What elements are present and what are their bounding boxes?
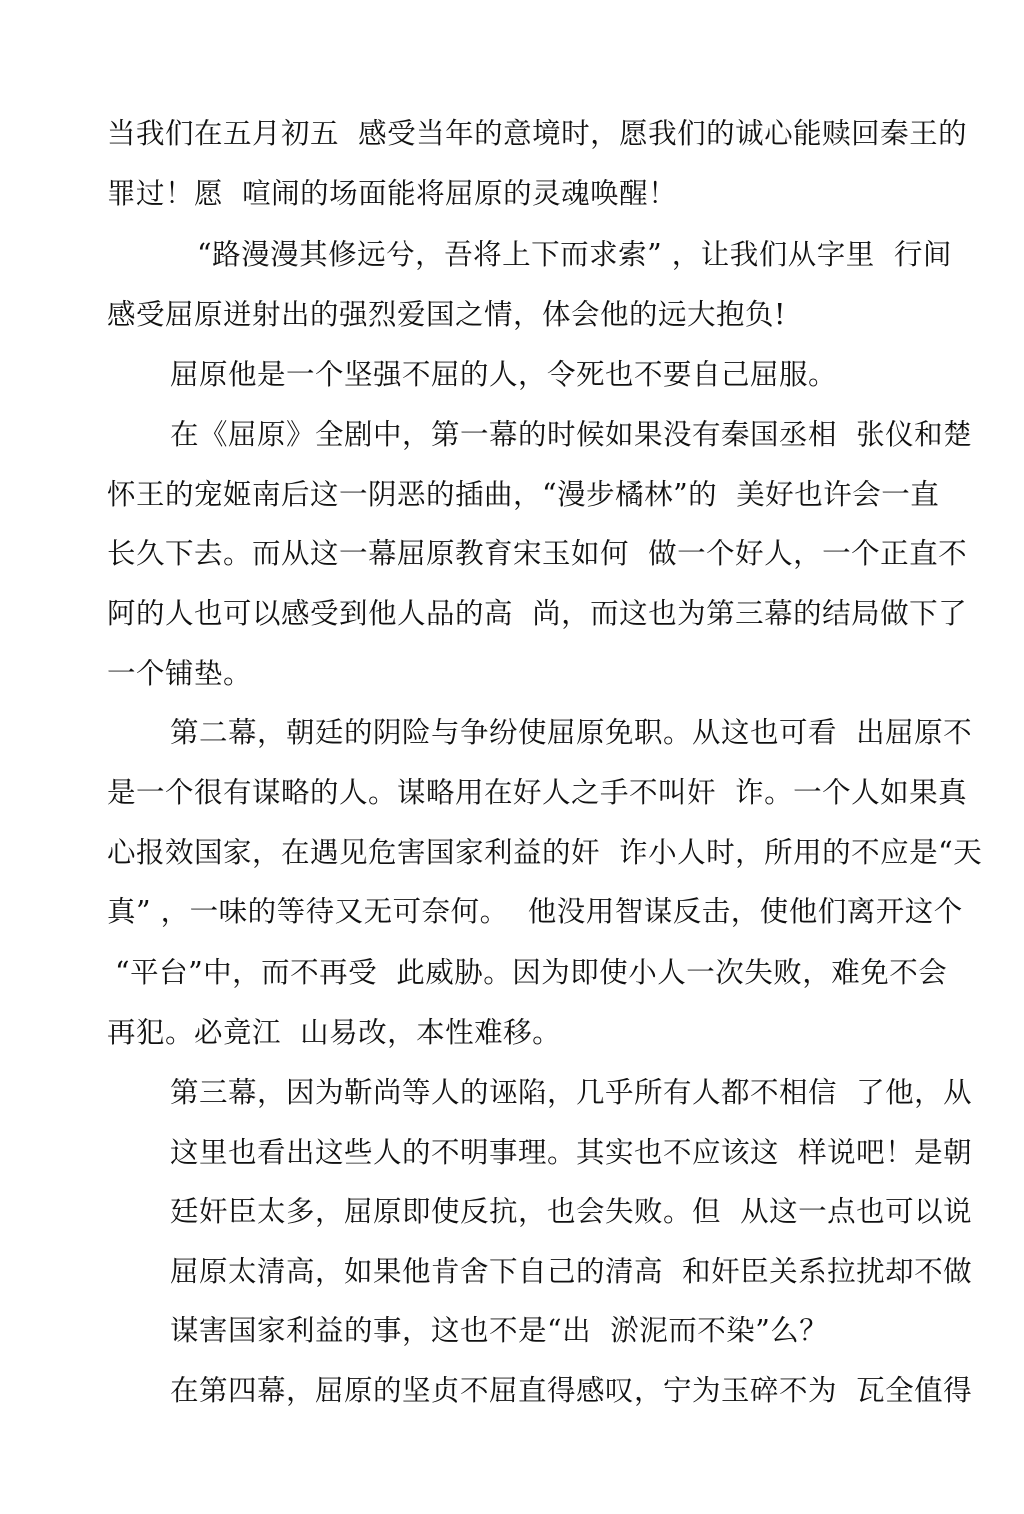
text-line: 感受屈原迸射出的强烈爱国之情，体会他的远大抱负! — [107, 298, 786, 331]
text-line: 是一个很有谋略的人。谋略用在好人之手不叫奸 诈。一个人如果真 — [107, 776, 968, 809]
text-line: 当我们在五月初五 感受当年的意境时，愿我们的诚心能赎回秦王的 — [107, 117, 968, 150]
text-line: 长久下去。而从这一幕屈原教育宋玉如何 做一个好人，一个正直不 — [107, 537, 968, 570]
text-line: 怀王的宠姬南后这一阴恶的插曲，“漫步橘林”的 美好也许会一直 — [107, 478, 940, 511]
text-line: 在第四幕，屈原的坚贞不屈直得感叹，宁为玉碎不为 瓦全值得 — [170, 1374, 973, 1407]
text-line: “路漫漫其修远兮，吾将上下而求索” ，让我们从字里 行间 — [197, 238, 952, 271]
text-line: 再犯。必竟江 山易改，本性难移。 — [107, 1016, 562, 1049]
text-line: 廷奸臣太多，屈原即使反抗，也会失败。但 从这一点也可以说 — [170, 1195, 973, 1228]
text-line: 第二幕，朝廷的阴险与争纷使屈原免职。从这也可看 出屈原不 — [170, 716, 973, 749]
text-line: 这里也看出这些人的不明事理。其实也不应该这 样说吧！是朝 — [170, 1136, 973, 1169]
text-line: 在《屈原》全剧中，第一幕的时候如果没有秦国丞相 张仪和楚 — [170, 418, 973, 451]
text-line: 屈原太清高，如果他肯舍下自己的清高 和奸臣关系拉扰却不做 — [170, 1255, 973, 1288]
text-line: 第三幕，因为靳尚等人的诬陷，几乎所有人都不相信 了他，从 — [170, 1076, 973, 1109]
text-line: 心报效国家，在遇见危害国家利益的奸 诈小人时，所用的不应是“天 — [107, 836, 983, 869]
text-line: “平台”中，而不再受 此威胁。因为即使小人一次失败，难免不会 — [115, 956, 948, 989]
text-line: 阿的人也可以感受到他人品的高 尚，而这也为第三幕的结局做下了 — [107, 597, 968, 630]
text-line: 罪过！愿 喧闹的场面能将屈原的灵魂唤醒！ — [107, 177, 678, 210]
text-line: 屈原他是一个坚强不屈的人，令死也不要自己屈服。 — [170, 358, 838, 391]
text-line: 一个铺垫。 — [107, 657, 253, 690]
text-line: 谋害国家利益的事，这也不是“出 淤泥而不染”么？ — [170, 1314, 829, 1347]
text-line: 真” ，一味的等待又无可奈何。 他没用智谋反击，使他们离开这个 — [107, 895, 963, 928]
